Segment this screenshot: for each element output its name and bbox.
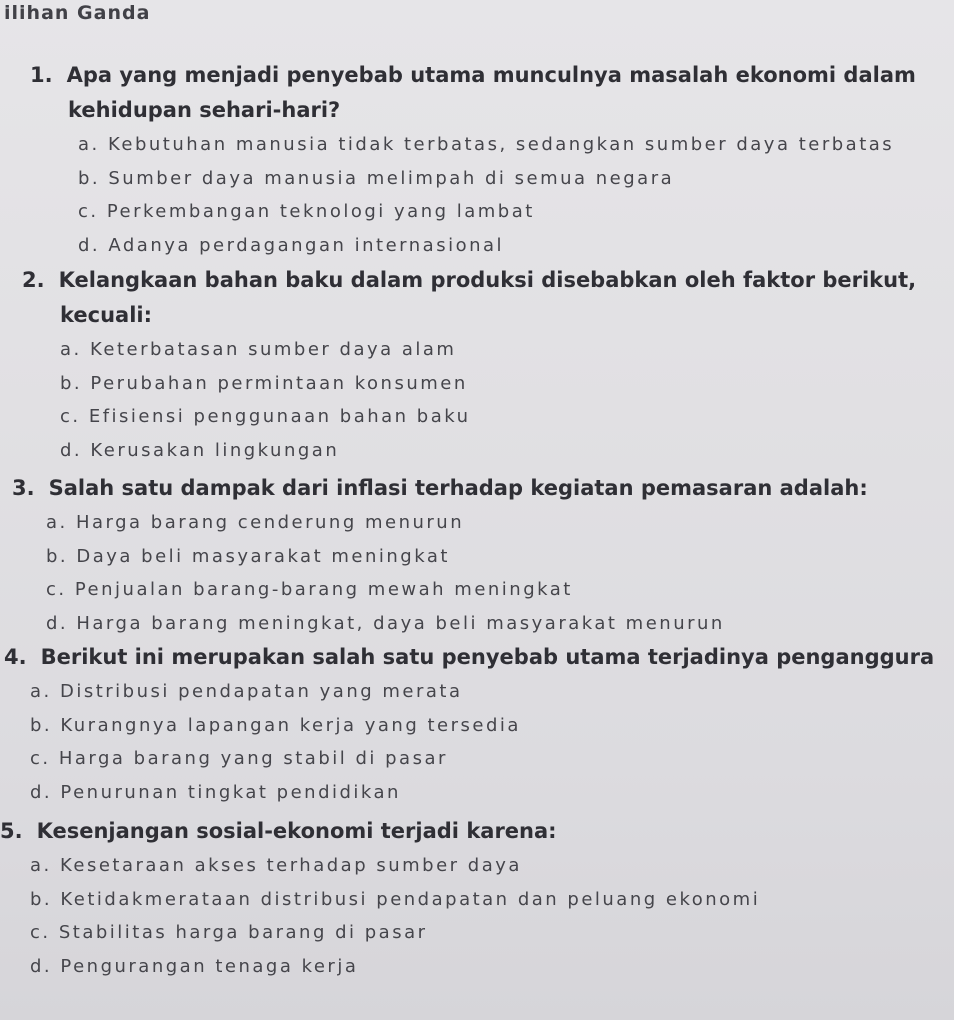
question-2-line1: Kelangkaan bahan baku dalam produksi disebabkan oleh faktor berikut, xyxy=(58,268,917,292)
question-4-option-b[interactable]: b. Kurangnya lapangan kerja yang tersedia xyxy=(30,714,521,736)
question-1 xyxy=(0,58,916,262)
question-4-option-d[interactable]: d. Penurunan tingkat pendidikan xyxy=(30,781,401,803)
question-1-number: 1. xyxy=(30,63,53,87)
question-5 xyxy=(0,814,760,983)
question-3-option-b[interactable]: b. Daya beli masyarakat meningkat xyxy=(46,545,450,567)
question-2-number: 2. xyxy=(22,268,45,292)
question-4 xyxy=(0,640,934,809)
question-3-number: 3. xyxy=(12,476,35,500)
question-5-text xyxy=(0,814,760,849)
question-3-option-c[interactable]: c. Penjualan barang-barang mewah meningkat xyxy=(46,579,573,600)
question-5-line1: Kesenjangan sosial-ekonomi terjadi karena: xyxy=(36,819,557,843)
question-1-option-c[interactable]: c. Perkembangan teknologi yang lambat xyxy=(78,201,535,222)
question-1-text xyxy=(0,58,916,128)
question-3-line1: Salah satu dampak dari inflasi terhadap kegiatan pemasaran adalah: xyxy=(48,476,868,500)
question-5-option-d[interactable]: d. Pengurangan tenaga kerja xyxy=(30,955,359,977)
question-2-option-a[interactable]: a. Keterbatasan sumber daya alam xyxy=(60,339,457,360)
question-4-line1: Berikut ini merupakan salah satu penyebab utama terjadinya penganggura xyxy=(40,645,935,669)
question-1-option-a[interactable]: a. Kebutuhan manusia tidak terbatas, sedangkan sumber daya terbatas xyxy=(78,134,895,155)
question-4-option-c[interactable]: c. Harga barang yang stabil di pasar xyxy=(30,748,448,769)
question-5-option-a[interactable]: a. Kesetaraan akses terhadap sumber daya xyxy=(30,855,522,876)
question-1-option-d[interactable]: d. Adanya perdagangan internasional xyxy=(78,234,505,256)
question-2-option-b[interactable]: b. Perubahan permintaan konsumen xyxy=(60,372,468,394)
question-1-line1: Apa yang menjadi penyebab utama munculnya masalah ekonomi dalam xyxy=(66,63,916,87)
question-5-option-b[interactable]: b. Ketidakmerataan distribusi pendapatan dan peluang ekonomi xyxy=(30,888,761,910)
question-4-number: 4. xyxy=(4,645,27,669)
question-5-number: 5. xyxy=(0,819,23,843)
question-2-option-c[interactable]: c. Efisiensi penggunaan bahan baku xyxy=(60,406,471,427)
question-5-option-c[interactable]: c. Stabilitas harga barang di pasar xyxy=(30,922,428,943)
question-3-option-d[interactable]: d. Harga barang meningkat, daya beli masyarakat menurun xyxy=(46,612,725,634)
question-2-option-d[interactable]: d. Kerusakan lingkungan xyxy=(60,439,340,461)
page-header: ilihan Ganda xyxy=(4,2,151,24)
question-2-line2: kecuali: xyxy=(60,303,153,327)
question-4-text xyxy=(0,640,934,675)
question-1-line2: kehidupan sehari-hari? xyxy=(68,98,341,122)
question-2 xyxy=(0,263,916,467)
question-3-text xyxy=(0,471,868,506)
question-3 xyxy=(0,471,868,640)
question-3-option-a[interactable]: a. Harga barang cenderung menurun xyxy=(46,512,465,533)
question-1-option-b[interactable]: b. Sumber daya manusia melimpah di semua negara xyxy=(78,167,675,189)
question-4-option-a[interactable]: a. Distribusi pendapatan yang merata xyxy=(30,681,463,702)
question-2-text xyxy=(0,263,916,333)
